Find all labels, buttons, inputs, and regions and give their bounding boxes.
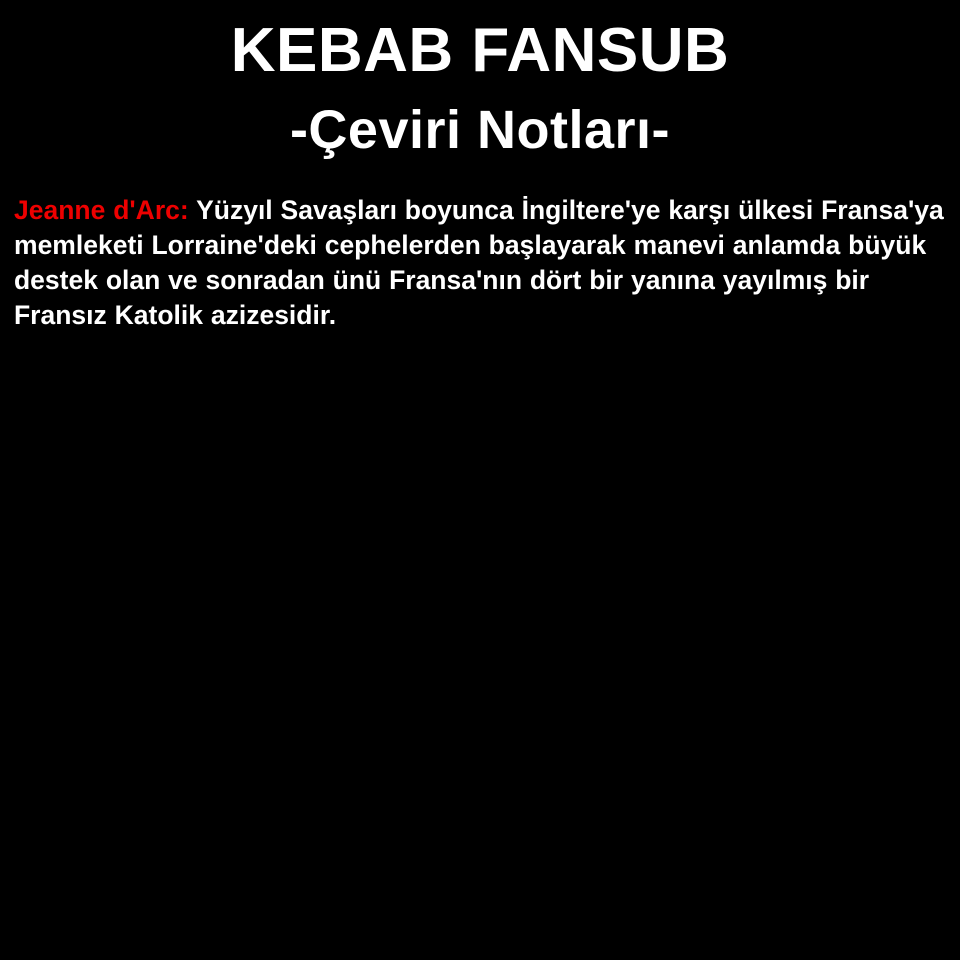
note-item	[14, 193, 946, 333]
title-block	[0, 0, 960, 166]
subtitle-translation-notes: -Çeviri Notları-	[289, 100, 671, 160]
group-title: KEBAB FANSUB	[230, 16, 730, 85]
notes-block	[0, 193, 960, 333]
note-description: Yüzyıl Savaşları boyunca İngiltere'ye karşı ülkesi Fransa'ya memleketi Lorraine'deki cephelerden başlayarak manevi anlamda büyük destek olan ve sonradan ünü Fransa'nın dört bir yanına yayılmış bir Fransız Katolik azizesidir.	[14, 194, 944, 330]
note-term: Jeanne d'Arc:	[14, 194, 189, 225]
